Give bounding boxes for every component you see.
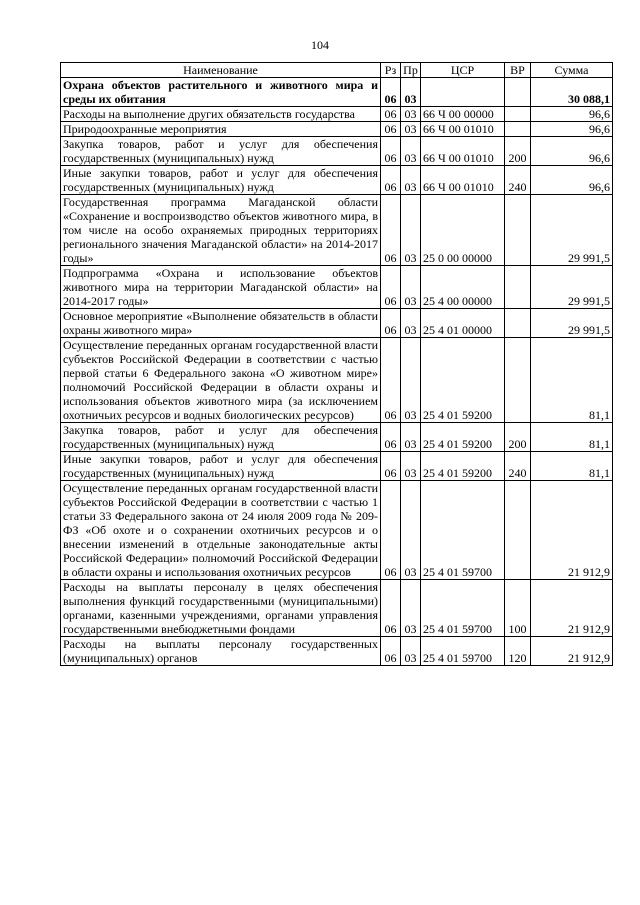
header-pr: Пр [401,63,421,78]
row-csr-cell: 25 4 01 00000 [421,309,505,338]
row-vr-cell: 100 [505,580,531,637]
header-name: Наименование [61,63,381,78]
row-sum-cell: 96,6 [531,137,613,166]
row-vr-cell [505,338,531,423]
row-sum-cell: 96,6 [531,166,613,195]
row-name-cell: Охрана объектов растительного и животного мира и среды их обитания [61,78,381,107]
row-pr-cell: 03 [401,338,421,423]
row-vr-cell: 200 [505,423,531,452]
table-row [61,309,613,338]
row-rz-cell: 06 [381,580,401,637]
table-row [61,266,613,309]
row-csr-cell: 66 Ч 00 00000 [421,107,505,122]
row-pr-cell: 03 [401,266,421,309]
header-sum: Сумма [531,63,613,78]
row-pr-cell: 03 [401,122,421,137]
row-rz-cell: 06 [381,309,401,338]
row-rz-cell: 06 [381,78,401,107]
row-csr-cell: 25 4 00 00000 [421,266,505,309]
row-name-cell: Осуществление переданных органам государственной власти субъектов Российской Федерации в соответствии с частью 1 статьи 33 Федерального закона от 24 июля 2009 года № 209-ФЗ «Об охоте и о сохранении охотничьих ресурсов и о внесении изменений в отдельные законодательные акты Российской Федерации» полномочий Российской Федерации в области охраны и использования охотничьих ресурсов [61,481,381,580]
row-vr-cell: 240 [505,452,531,481]
table-row [61,137,613,166]
row-csr-cell: 66 Ч 00 01010 [421,166,505,195]
table-row [61,338,613,423]
row-name-cell: Природоохранные мероприятия [61,122,381,137]
row-csr-cell: 25 0 00 00000 [421,195,505,266]
table-row [61,78,613,107]
page-number: 104 [311,38,329,52]
row-vr-cell: 200 [505,137,531,166]
row-pr-cell: 03 [401,423,421,452]
row-name-cell: Расходы на выплаты персоналу государственных (муниципальных) органов [61,637,381,666]
row-pr-cell: 03 [401,309,421,338]
row-pr-cell: 03 [401,580,421,637]
header-vr: ВР [505,63,531,78]
row-sum-cell: 81,1 [531,452,613,481]
row-vr-cell [505,309,531,338]
row-pr-cell: 03 [401,166,421,195]
row-rz-cell: 06 [381,637,401,666]
row-name-cell: Основное мероприятие «Выполнение обязательств в области охраны животного мира» [61,309,381,338]
row-csr-cell: 25 4 01 59200 [421,338,505,423]
row-name-cell: Государственная программа Магаданской области «Сохранение и воспроизводство объектов животного мира, в том числе на особо охраняемых природных территориях регионального значения Магаданской области» на 2014-2017 годы» [61,195,381,266]
row-sum-cell: 21 912,9 [531,637,613,666]
row-rz-cell: 06 [381,195,401,266]
row-rz-cell: 06 [381,122,401,137]
row-pr-cell: 03 [401,481,421,580]
row-csr-cell: 66 Ч 00 01010 [421,137,505,166]
table-row [61,122,613,137]
row-sum-cell: 21 912,9 [531,580,613,637]
table-row [61,195,613,266]
budget-table [60,62,613,666]
header-rz: Рз [381,63,401,78]
row-sum-cell: 30 088,1 [531,78,613,107]
row-vr-cell: 240 [505,166,531,195]
row-name-cell: Расходы на выплаты персоналу в целях обеспечения выполнения функций государственными (муниципальными) органами, казенными учреждениями, органами управления государственными внебюджетными фондами [61,580,381,637]
row-rz-cell: 06 [381,481,401,580]
row-rz-cell: 06 [381,452,401,481]
row-sum-cell: 96,6 [531,122,613,137]
row-pr-cell: 03 [401,107,421,122]
row-name-cell: Иные закупки товаров, работ и услуг для обеспечения государственных (муниципальных) нужд [61,166,381,195]
row-vr-cell [505,266,531,309]
row-pr-cell: 03 [401,137,421,166]
row-vr-cell [505,481,531,580]
row-sum-cell: 29 991,5 [531,195,613,266]
row-csr-cell: 25 4 01 59700 [421,637,505,666]
table-row [61,166,613,195]
row-name-cell: Закупка товаров, работ и услуг для обеспечения государственных (муниципальных) нужд [61,423,381,452]
row-csr-cell [421,78,505,107]
row-rz-cell: 06 [381,266,401,309]
table-row [61,481,613,580]
table-row [61,107,613,122]
row-name-cell: Осуществление переданных органам государственной власти субъектов Российской Федерации в соответствии с частью первой статьи 6 Федерального закона «О животном мире» полномочий Российской Федерации в области охраны и использования объектов животного мира (за исключением охотничьих ресурсов и водных биологических ресурсов) [61,338,381,423]
row-csr-cell: 25 4 01 59200 [421,452,505,481]
table-row [61,580,613,637]
row-sum-cell: 81,1 [531,423,613,452]
row-name-cell: Иные закупки товаров, работ и услуг для обеспечения государственных (муниципальных) нужд [61,452,381,481]
row-rz-cell: 06 [381,166,401,195]
row-vr-cell [505,78,531,107]
row-name-cell: Расходы на выполнение других обязательств государства [61,107,381,122]
row-sum-cell: 81,1 [531,338,613,423]
table-row [61,423,613,452]
row-sum-cell: 29 991,5 [531,266,613,309]
row-csr-cell: 25 4 01 59700 [421,481,505,580]
row-csr-cell: 25 4 01 59700 [421,580,505,637]
row-vr-cell [505,107,531,122]
row-csr-cell: 25 4 01 59200 [421,423,505,452]
row-name-cell: Подпрограмма «Охрана и использование объектов животного мира на территории Магаданской области» на 2014-2017 годы» [61,266,381,309]
table-row [61,452,613,481]
row-pr-cell: 03 [401,637,421,666]
row-vr-cell [505,122,531,137]
row-csr-cell: 66 Ч 00 01010 [421,122,505,137]
row-pr-cell: 03 [401,78,421,107]
header-csr: ЦСР [421,63,505,78]
row-sum-cell: 21 912,9 [531,481,613,580]
row-rz-cell: 06 [381,338,401,423]
row-name-cell: Закупка товаров, работ и услуг для обеспечения государственных (муниципальных) нужд [61,137,381,166]
row-pr-cell: 03 [401,452,421,481]
row-vr-cell: 120 [505,637,531,666]
row-vr-cell [505,195,531,266]
row-sum-cell: 29 991,5 [531,309,613,338]
row-rz-cell: 06 [381,137,401,166]
row-rz-cell: 06 [381,107,401,122]
table-row [61,637,613,666]
row-pr-cell: 03 [401,195,421,266]
row-sum-cell: 96,6 [531,107,613,122]
row-rz-cell: 06 [381,423,401,452]
table-header-row [61,63,613,78]
